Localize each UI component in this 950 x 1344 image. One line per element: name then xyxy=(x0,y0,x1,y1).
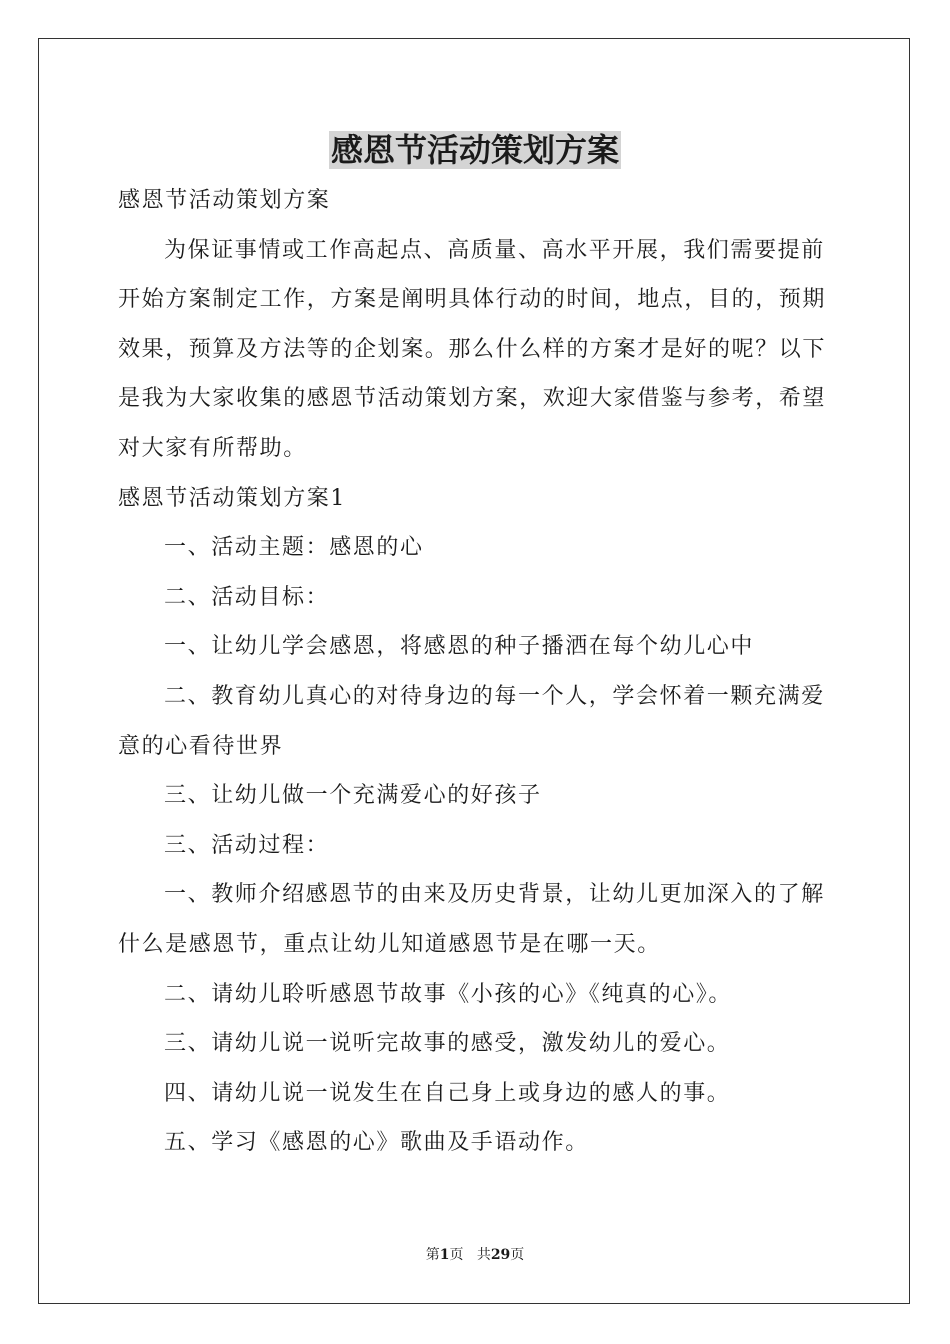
document-title xyxy=(0,128,950,172)
paragraph-subtitle: 感恩节活动策划方案 xyxy=(118,188,331,213)
paragraph-goal-3: 三、让幼儿做一个充满爱心的好孩子 xyxy=(164,783,542,809)
document-title-text: 感恩节活动策划方案 xyxy=(330,131,619,169)
footer-page-suffix: 页 xyxy=(449,1247,464,1263)
paragraph-step-4: 四、请幼儿说一说发生在自己身上或身边的感人的事。 xyxy=(164,1080,731,1106)
section-heading: 感恩节活动策划方案1 xyxy=(118,485,346,511)
paragraph-intro: 为保证事情或工作高起点、高质量、高水平开展，我们需要提前开始方案制定工作，方案是阐明具体行动的时间，地点，目的，预期效果，预算及方法等的企划案。那么什么样的方案才是好的呢？以下是我为大家收集的感恩节活动策划方案，欢迎大家借鉴与参考，希望对大家有所帮助。 xyxy=(118,237,827,461)
paragraph-step-2: 二、请幼儿聆听感恩节故事《小孩的心》《纯真的心》。 xyxy=(164,981,733,1007)
paragraph-process-heading: 三、活动过程： xyxy=(164,832,330,858)
paragraph-goal-1: 一、让幼儿学会感恩，将感恩的种子播洒在每个幼儿心中 xyxy=(164,634,755,660)
footer-total-suffix: 页 xyxy=(510,1247,525,1263)
paragraph-step-3: 三、请幼儿说一说听完故事的感受，激发幼儿的爱心。 xyxy=(164,1031,731,1057)
paragraph-goals-heading: 二、活动目标： xyxy=(164,584,330,610)
paragraph-step-5: 五、学习《感恩的心》歌曲及手语动作。 xyxy=(164,1130,589,1156)
document-body xyxy=(118,176,834,1168)
footer-total-pages: 29 xyxy=(490,1247,511,1263)
footer-page-number: 1 xyxy=(439,1247,450,1263)
paragraph-step-1: 一、教师介绍感恩节的由来及历史背景，让幼儿更加深入的了解什么是感恩节，重点让幼儿知道感恩节是在哪一天。 xyxy=(118,882,825,957)
paragraph-theme: 一、活动主题：感恩的心 xyxy=(164,535,424,561)
paragraph-goal-2: 二、教育幼儿真心的对待身边的每一个人，学会怀着一颗充满爱意的心看待世界 xyxy=(118,683,825,759)
footer-page-prefix: 第 xyxy=(425,1247,440,1263)
page-footer xyxy=(0,1245,950,1265)
footer-total-prefix: 共 xyxy=(476,1247,491,1263)
